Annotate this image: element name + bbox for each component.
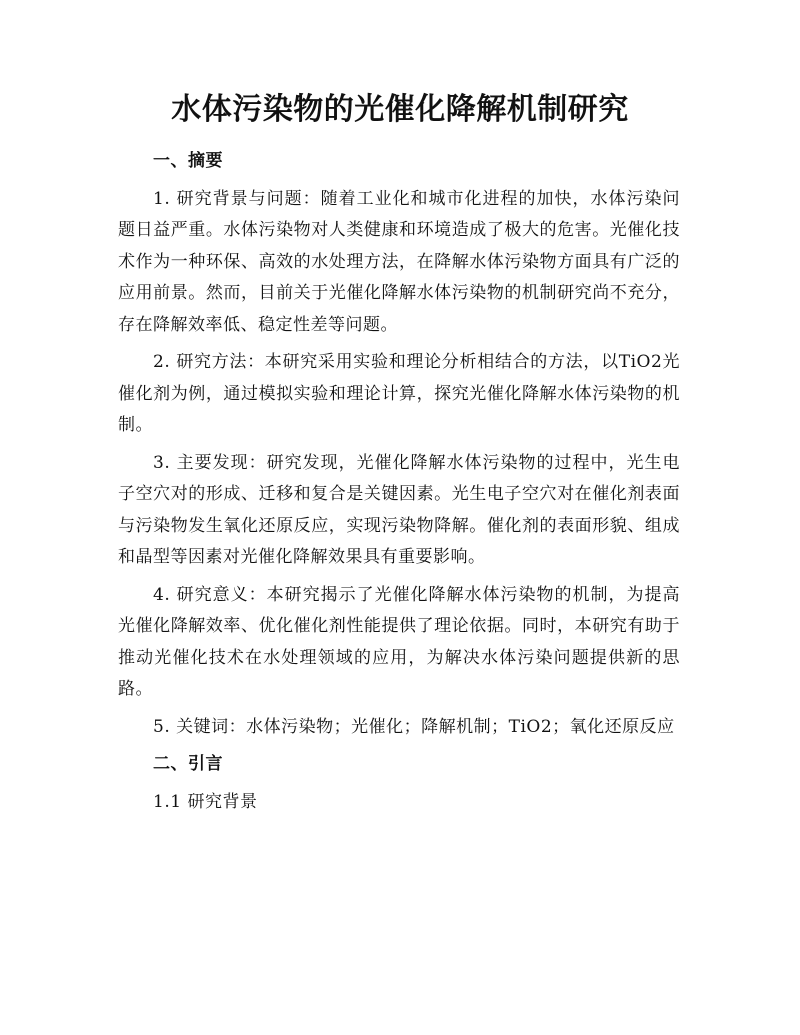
document-body	[118, 146, 680, 818]
subsection-heading-research-background: 1.1 研究背景	[153, 791, 258, 812]
section-heading-abstract: 一、摘要	[153, 151, 223, 171]
abstract-paragraph-keywords: 5. 关键词：水体污染物；光催化；降解机制；TiO2；氧化还原反应	[153, 716, 675, 737]
section-heading-introduction: 二、引言	[153, 754, 223, 774]
abstract-paragraph-significance: 4. 研究意义：本研究揭示了光催化降解水体污染物的机制，为提高光催化降解效率、优化催化剂性能提供了理论依据。同时，本研究有助于推动光催化技术在水处理领域的应用，为解决水体污染问题提供新的思路。	[118, 584, 680, 699]
abstract-paragraph-findings: 3. 主要发现：研究发现，光催化降解水体污染物的过程中，光生电子空穴对的形成、迁移和复合是关键因素。光生电子空穴对在催化剂表面与污染物发生氧化还原反应，实现污染物降解。催化剂的表面形貌、组成和晶型等因素对光催化降解效果具有重要影响。	[118, 452, 680, 567]
document-title: 水体污染物的光催化降解机制研究	[171, 92, 629, 127]
abstract-paragraph-methods: 2. 研究方法：本研究采用实验和理论分析相结合的方法，以TiO2光催化剂为例，通过模拟实验和理论计算，探究光催化降解水体污染物的机制。	[118, 352, 680, 435]
abstract-paragraph-background: 1. 研究背景与问题：随着工业化和城市化进程的加快，水体污染问题日益严重。水体污染物对人类健康和环境造成了极大的危害。光催化技术作为一种环保、高效的水处理方法，在降解水体污染物方面具有广泛的应用前景。然而，目前关于光催化降解水体污染物的机制研究尚不充分，存在降解效率低、稳定性差等问题。	[118, 188, 680, 335]
